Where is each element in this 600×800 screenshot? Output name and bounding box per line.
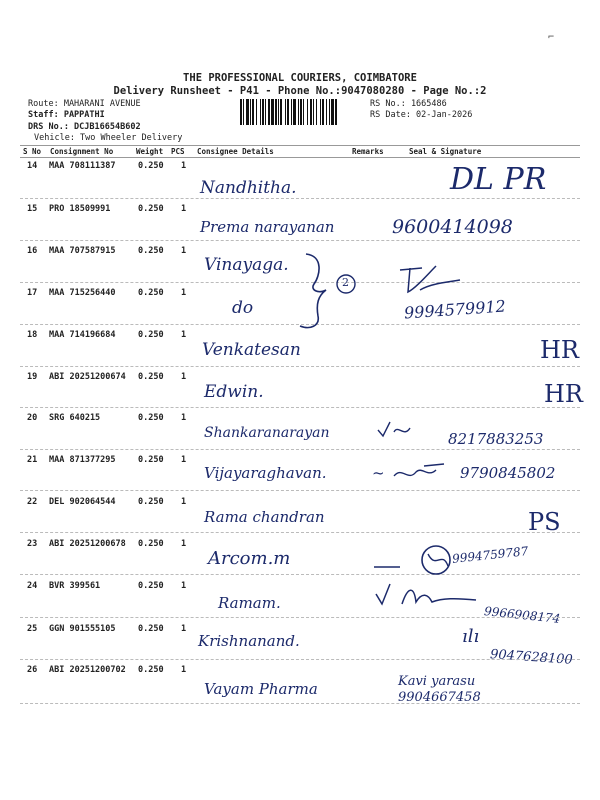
row-consignee: Venkatesan bbox=[202, 340, 301, 360]
row-consignment: MAA 715256440 bbox=[49, 288, 116, 298]
document-title: THE PROFESSIONAL COURIERS, COIMBATORE bbox=[183, 72, 417, 84]
bracket-note-number: 2 bbox=[342, 276, 349, 289]
row-pcs: 1 bbox=[181, 246, 187, 256]
row-consignment: ABI 20251200678 bbox=[49, 539, 126, 549]
row-signature: Kavi yarasu 9904667458 bbox=[398, 674, 481, 705]
barcode-bar bbox=[298, 99, 299, 125]
row-consignment: DEL 902064544 bbox=[49, 497, 116, 507]
barcode-bar bbox=[320, 99, 321, 125]
row-weight: 0.250 bbox=[138, 539, 164, 549]
row-pcs: 1 bbox=[181, 455, 187, 465]
row-signature: HR bbox=[540, 336, 579, 364]
signature-scribble bbox=[396, 262, 466, 302]
signature-scribble bbox=[390, 462, 450, 486]
row-consignee: Shankaranarayan bbox=[204, 425, 330, 441]
row-pcs: 1 bbox=[181, 497, 187, 507]
row-divider bbox=[20, 617, 580, 618]
barcode-bar bbox=[313, 99, 314, 125]
row-consignee: Vinayaga. bbox=[204, 255, 289, 275]
barcode-bar bbox=[307, 99, 308, 125]
row-weight: 0.250 bbox=[138, 497, 164, 507]
row-consignment: GGN 901555105 bbox=[49, 624, 116, 634]
row-weight: 0.250 bbox=[138, 665, 164, 675]
row-pcs: 1 bbox=[181, 539, 187, 549]
col-header-pcs: PCS bbox=[171, 147, 185, 156]
barcode-bar bbox=[256, 99, 257, 125]
barcode-bar bbox=[271, 99, 274, 125]
document-subtitle: Delivery Runsheet - P41 - Phone No.:9047080280 - Page No.:2 bbox=[113, 85, 487, 97]
row-consignment: MAA 708111387 bbox=[49, 161, 116, 171]
row-consignee: Krishnanand. bbox=[198, 632, 300, 650]
row-signature: 9600414098 bbox=[392, 216, 513, 238]
barcode-bar bbox=[310, 99, 312, 125]
row-divider bbox=[20, 240, 580, 241]
row-consignment: MAA 871377295 bbox=[49, 455, 116, 465]
row-consignment: MAA 714196684 bbox=[49, 330, 116, 340]
row-sno: 23 bbox=[27, 539, 38, 549]
barcode-bar bbox=[278, 99, 279, 125]
row-signature: 8217883253 bbox=[448, 430, 544, 448]
row-pcs: 1 bbox=[181, 624, 187, 634]
row-weight: 0.250 bbox=[138, 581, 164, 591]
row-divider bbox=[20, 407, 580, 408]
barcode-bar bbox=[329, 99, 330, 125]
row-signature-mark: ~ bbox=[372, 464, 385, 482]
row-divider bbox=[20, 532, 580, 533]
barcode-bar bbox=[331, 99, 334, 125]
row-sno: 26 bbox=[27, 665, 38, 675]
row-weight: 0.250 bbox=[138, 246, 164, 256]
barcode-bar bbox=[252, 99, 254, 125]
dash-mark bbox=[372, 562, 412, 572]
row-sno: 15 bbox=[27, 204, 38, 214]
barcode-bar bbox=[260, 99, 261, 125]
row-pcs: 1 bbox=[181, 413, 187, 423]
row-consignment: ABI 20251200674 bbox=[49, 372, 126, 382]
barcode-bar bbox=[293, 99, 296, 125]
barcode-bar bbox=[326, 99, 327, 125]
row-divider bbox=[20, 574, 580, 575]
row-weight: 0.250 bbox=[138, 330, 164, 340]
barcode-bar bbox=[287, 99, 289, 125]
row-sno: 25 bbox=[27, 624, 38, 634]
row-consignee: Prema narayanan bbox=[200, 218, 335, 236]
row-signature-mark: ılı bbox=[462, 626, 480, 647]
row-sno: 20 bbox=[27, 413, 38, 423]
row-consignee: Vayam Pharma bbox=[204, 680, 318, 698]
row-consignee: do bbox=[232, 298, 254, 318]
row-signature: HR bbox=[544, 380, 583, 408]
col-header-consignee: Consignee Details bbox=[197, 147, 274, 156]
row-pcs: 1 bbox=[181, 204, 187, 214]
row-signature: 9966908174 bbox=[483, 604, 561, 626]
barcode-bar bbox=[262, 99, 264, 125]
row-signature: 9994579912 bbox=[403, 296, 507, 323]
bracket-annotation bbox=[296, 246, 366, 336]
row-divider bbox=[20, 366, 580, 367]
col-header-remarks: Remarks bbox=[352, 147, 384, 156]
col-header-signature: Seal & Signature bbox=[409, 147, 482, 156]
row-weight: 0.250 bbox=[138, 204, 164, 214]
row-sno: 24 bbox=[27, 581, 38, 591]
col-header-sno: S No bbox=[23, 147, 42, 156]
row-pcs: 1 bbox=[181, 372, 187, 382]
route-label: Route: MAHARANI AVENUE bbox=[28, 99, 141, 109]
row-divider bbox=[20, 490, 580, 491]
header-rule-bottom bbox=[20, 157, 580, 158]
barcode-bar bbox=[275, 99, 277, 125]
row-pcs: 1 bbox=[181, 330, 187, 340]
row-sno: 21 bbox=[27, 455, 38, 465]
rs-date: RS Date: 02-Jan-2026 bbox=[370, 110, 473, 120]
signature-scribble bbox=[376, 420, 416, 440]
barcode-bar bbox=[285, 99, 286, 125]
row-weight: 0.250 bbox=[138, 413, 164, 423]
row-weight: 0.250 bbox=[138, 372, 164, 382]
barcode-image bbox=[240, 99, 366, 125]
barcode-bar bbox=[280, 99, 282, 125]
row-signature: 9994759787 bbox=[451, 544, 529, 566]
barcode-bar bbox=[250, 99, 251, 125]
row-pcs: 1 bbox=[181, 288, 187, 298]
staff-label: Staff: PAPPATHI bbox=[28, 110, 105, 120]
rs-number: RS No.: 1665486 bbox=[370, 99, 447, 109]
col-header-consignment: Consignment No bbox=[50, 147, 114, 156]
row-signature: PS bbox=[528, 508, 561, 536]
row-signature: 9790845802 bbox=[460, 464, 556, 482]
row-consignee: Nandhitha. bbox=[200, 178, 297, 198]
row-sno: 19 bbox=[27, 372, 38, 382]
row-consignment: SRG 640215 bbox=[49, 413, 101, 423]
barcode-bar bbox=[268, 99, 270, 125]
row-consignment: PRO 18509991 bbox=[49, 204, 111, 214]
col-header-weight: Weight bbox=[136, 147, 164, 156]
row-consignment: MAA 707587915 bbox=[49, 246, 116, 256]
row-consignee: Ramam. bbox=[218, 594, 281, 612]
row-divider bbox=[20, 449, 580, 450]
vehicle-label: Vehicle: Two Wheeler Delivery bbox=[34, 133, 183, 143]
barcode-bar bbox=[303, 99, 304, 125]
row-pcs: 1 bbox=[181, 581, 187, 591]
barcode-bar bbox=[265, 99, 266, 125]
barcode-bar bbox=[291, 99, 292, 125]
row-consignee: Rama chandran bbox=[204, 508, 325, 526]
row-divider bbox=[20, 659, 580, 660]
drs-number: DRS No.: DCJB16654B602 bbox=[28, 122, 141, 132]
row-sno: 14 bbox=[27, 161, 38, 171]
row-consignment: ABI 20251200702 bbox=[49, 665, 126, 675]
row-weight: 0.250 bbox=[138, 455, 164, 465]
barcode-bar bbox=[243, 99, 244, 125]
barcode-bar bbox=[246, 99, 249, 125]
corner-mark: ⌐ bbox=[548, 32, 555, 43]
row-sno: 16 bbox=[27, 246, 38, 256]
row-consignee: Edwin. bbox=[204, 382, 264, 402]
row-pcs: 1 bbox=[181, 161, 187, 171]
signature-scribble bbox=[372, 580, 482, 614]
row-weight: 0.250 bbox=[138, 624, 164, 634]
row-divider bbox=[20, 703, 580, 704]
row-weight: 0.250 bbox=[138, 288, 164, 298]
signature-scribble bbox=[418, 540, 458, 580]
row-weight: 0.250 bbox=[138, 161, 164, 171]
row-consignment: BVR 399561 bbox=[49, 581, 101, 591]
row-consignee: Arcom.m bbox=[208, 548, 291, 569]
row-signature: 9047628100 bbox=[489, 647, 574, 668]
barcode-bar bbox=[316, 99, 317, 125]
row-sno: 17 bbox=[27, 288, 38, 298]
header-rule-top bbox=[20, 145, 580, 146]
barcode-bar bbox=[300, 99, 302, 125]
row-divider bbox=[20, 198, 580, 199]
row-sno: 18 bbox=[27, 330, 38, 340]
barcode-bar bbox=[322, 99, 324, 125]
barcode-bar bbox=[240, 99, 242, 125]
row-sno: 22 bbox=[27, 497, 38, 507]
row-signature: DL PR bbox=[450, 162, 547, 197]
barcode-bar bbox=[335, 99, 337, 125]
row-pcs: 1 bbox=[181, 665, 187, 675]
row-consignee: Vijayaraghavan. bbox=[204, 464, 327, 482]
